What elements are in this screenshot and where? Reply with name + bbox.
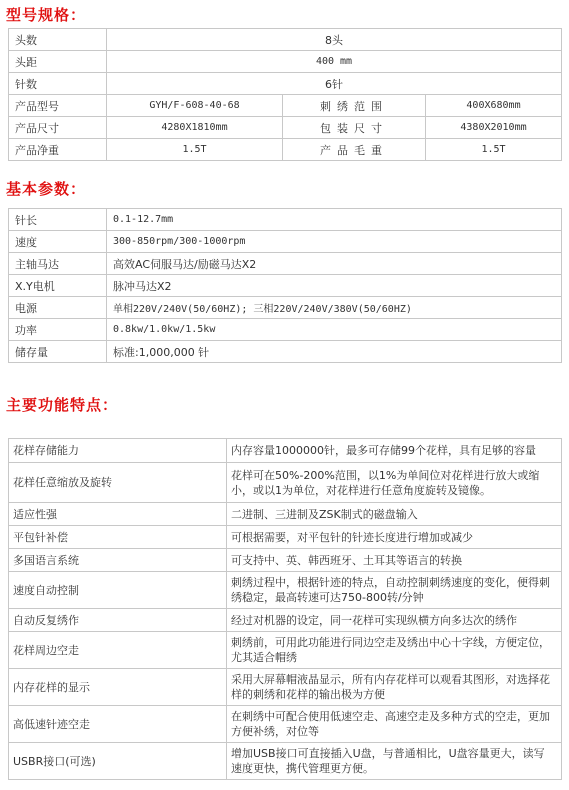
size-label: 产品尺寸 bbox=[9, 117, 107, 139]
param-label: 电源 bbox=[9, 297, 107, 319]
table-row bbox=[9, 549, 562, 572]
table-row bbox=[9, 139, 562, 161]
feature-desc: 刺绣过程中，根据针迹的特点，自动控制刺绣速度的变化，便得刺绣稳定，最高转速可达750-800转/分钟 bbox=[227, 572, 562, 609]
feature-name: 花样周边空走 bbox=[9, 632, 227, 669]
table-row bbox=[9, 117, 562, 139]
table-row bbox=[9, 29, 562, 51]
table-row bbox=[9, 231, 562, 253]
param-label: X.Y电机 bbox=[9, 275, 107, 297]
feature-desc: 在刺绣中可配合使用低速空走、高速空走及多种方式的空走，更加方便补绣，对位等 bbox=[227, 706, 562, 743]
feature-desc: 刺绣前，可用此功能进行同边空走及绣出中心十字线，方便定位，尤其适合帽绣 bbox=[227, 632, 562, 669]
feature-desc: 采用大屏幕帽液晶显示，所有内存花样可以观看其图形，对选择花样的刺绣和花样的输出极为方便 bbox=[227, 669, 562, 706]
net-weight-value: 1.5T bbox=[107, 139, 283, 161]
feature-name: 花样存储能力 bbox=[9, 439, 227, 463]
feature-desc: 可支持中、英、韩西班牙、土耳其等语言的转换 bbox=[227, 549, 562, 572]
feature-desc: 二进制、三进制及ZSK制式的磁盘输入 bbox=[227, 503, 562, 526]
param-label: 储存量 bbox=[9, 341, 107, 363]
model-label: 产品型号 bbox=[9, 95, 107, 117]
feature-name: 多国语言系统 bbox=[9, 549, 227, 572]
feature-name: 适应性强 bbox=[9, 503, 227, 526]
feature-name: 内存花样的显示 bbox=[9, 669, 227, 706]
feature-name: USBR接口(可选) bbox=[9, 743, 227, 780]
feature-name: 平包针补偿 bbox=[9, 526, 227, 549]
features-table bbox=[8, 438, 562, 780]
gross-weight-value: 1.5T bbox=[426, 139, 562, 161]
param-label: 针长 bbox=[9, 209, 107, 231]
package-size-label: 包装尺寸 bbox=[283, 117, 426, 139]
table-row bbox=[9, 632, 562, 669]
param-value: 单相220V/240V(50/60HZ); 三相220V/240V/380V(50/60HZ) bbox=[107, 297, 562, 319]
table-row bbox=[9, 319, 562, 341]
feature-name: 高低速针迹空走 bbox=[9, 706, 227, 743]
param-value: 0.8kw/1.0kw/1.5kw bbox=[107, 319, 562, 341]
net-weight-label: 产品净重 bbox=[9, 139, 107, 161]
features-title: 主要功能特点： bbox=[6, 396, 119, 414]
head-count-label: 头数 bbox=[9, 29, 107, 51]
table-row bbox=[9, 669, 562, 706]
table-row bbox=[9, 51, 562, 73]
table-row bbox=[9, 253, 562, 275]
param-value: 标准:1,000,000 针 bbox=[107, 341, 562, 363]
table-row bbox=[9, 439, 562, 463]
basic-params-table bbox=[8, 208, 562, 363]
param-value: 300-850rpm/300-1000rpm bbox=[107, 231, 562, 253]
table-row bbox=[9, 572, 562, 609]
size-value: 4280X1810mm bbox=[107, 117, 283, 139]
needle-count-label: 针数 bbox=[9, 73, 107, 95]
head-spacing-value: 400 mm bbox=[107, 51, 562, 73]
model-value: GYH/F-608-40-68 bbox=[107, 95, 283, 117]
param-value: 0.1-12.7mm bbox=[107, 209, 562, 231]
feature-desc: 可根据需要，对平包针的针迹长度进行增加或减少 bbox=[227, 526, 562, 549]
feature-name: 速度自动控制 bbox=[9, 572, 227, 609]
table-row bbox=[9, 341, 562, 363]
param-value: 高效AC伺服马达/励磁马达X2 bbox=[107, 253, 562, 275]
model-spec-table bbox=[8, 28, 562, 161]
table-row bbox=[9, 706, 562, 743]
feature-desc: 增加USB接口可直接插入U盘，与普通相比，U盘容量更大，读写速度更快，携代管理更方便。 bbox=[227, 743, 562, 780]
table-row bbox=[9, 526, 562, 549]
param-label: 主轴马达 bbox=[9, 253, 107, 275]
model-spec-title: 型号规格： bbox=[6, 6, 87, 24]
embroidery-range-value: 400X680mm bbox=[426, 95, 562, 117]
table-row bbox=[9, 463, 562, 503]
table-row bbox=[9, 275, 562, 297]
head-count-value: 8头 bbox=[107, 29, 562, 51]
table-row bbox=[9, 95, 562, 117]
param-label: 功率 bbox=[9, 319, 107, 341]
table-row bbox=[9, 743, 562, 780]
feature-desc: 内存容量1000000针，最多可存储99个花样，具有足够的容量 bbox=[227, 439, 562, 463]
table-row bbox=[9, 73, 562, 95]
feature-desc: 花样可在50%-200%范围，以1%为单间位对花样进行放大或缩小，或以1为单位，对花样进行任意角度旋转及镜像。 bbox=[227, 463, 562, 503]
package-size-value: 4380X2010mm bbox=[426, 117, 562, 139]
head-spacing-label: 头距 bbox=[9, 51, 107, 73]
table-row bbox=[9, 609, 562, 632]
feature-name: 自动反复绣作 bbox=[9, 609, 227, 632]
table-row bbox=[9, 503, 562, 526]
table-row bbox=[9, 209, 562, 231]
param-value: 脉冲马达X2 bbox=[107, 275, 562, 297]
needle-count-value: 6针 bbox=[107, 73, 562, 95]
embroidery-range-label: 刺绣范围 bbox=[283, 95, 426, 117]
feature-name: 花样任意缩放及旋转 bbox=[9, 463, 227, 503]
feature-desc: 经过对机器的设定，同一花样可实现纵横方向多达次的绣作 bbox=[227, 609, 562, 632]
param-label: 速度 bbox=[9, 231, 107, 253]
table-row bbox=[9, 297, 562, 319]
gross-weight-label: 产品毛重 bbox=[283, 139, 426, 161]
basic-params-title: 基本参数： bbox=[6, 180, 87, 198]
